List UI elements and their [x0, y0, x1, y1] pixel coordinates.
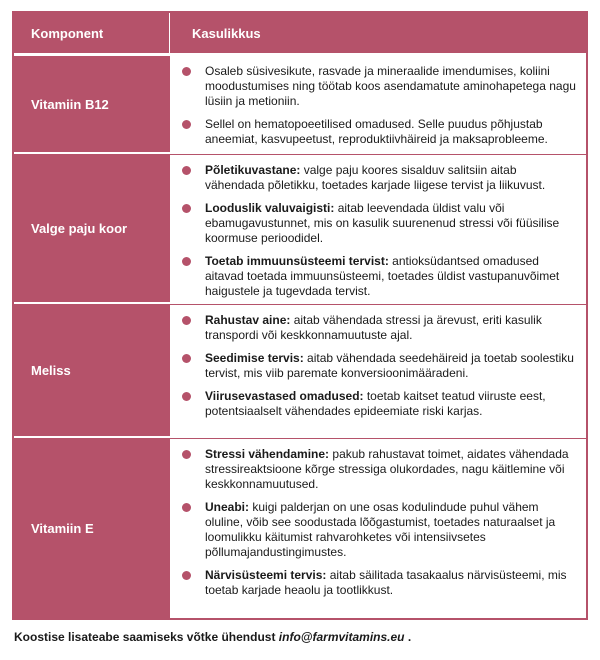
table-header [14, 13, 586, 54]
list-item [182, 500, 576, 560]
bullet-icon [182, 354, 191, 363]
list-item [182, 447, 576, 492]
bullet-icon [182, 450, 191, 459]
ingredients-table [12, 11, 588, 620]
item-text: pakub rahustavat toimet, aidates vähendada stressireaktsioone kõrge stressiga olukordades, nagu käitlemine või keskkonnamuutused. [205, 447, 569, 491]
bullet-icon [182, 204, 191, 213]
item-heading: Närvisüsteemi tervis: [205, 568, 327, 582]
list-item [182, 313, 576, 343]
contact-footer [14, 630, 411, 644]
item-heading: Seedimise tervis: [205, 351, 304, 365]
bullet-icon [182, 67, 191, 76]
item-text: kuigi palderjan on une osas kodulindude puhul vähem oluline, võib see soodustada lõõgastumist, toetades naturaalset ja loomulikku käitumist rahvarohketes või intensiivsetes põllumajandustingimustes. [205, 500, 556, 559]
footer-end: . [404, 630, 412, 644]
list-item [182, 254, 576, 299]
header-component: Komponent [14, 13, 170, 53]
bullet-icon [182, 166, 191, 175]
list-item [182, 117, 576, 147]
footer-text: Koostise lisateabe saamiseks võtke ühendust [14, 630, 279, 644]
item-text: antioksüdantsed omadused aitavad toetada immuunsüsteemi, toetades üldist vastupanuvõimet haigustele ja tugevdada tervist. [205, 254, 560, 298]
item-text: aitab vähendada seedehäireid ja toetab soolestiku tervist, mis viib paremate konversioonimääradeni. [205, 351, 574, 380]
list-item [182, 163, 576, 193]
benefit-cell [170, 304, 586, 436]
item-text: aitab leevendada üldist valu või ebamugavustunnet, mis on kasulik suurenenud stressi või füüsilise koormuse perioodidel. [205, 201, 560, 245]
table-row [14, 302, 586, 436]
component-name: Vitamiin E [14, 438, 170, 618]
bullet-icon [182, 503, 191, 512]
item-text: aitab vähendada stressi ja ärevust, eriti kasulik transpordi või keskkonnamuutuste ajal. [205, 313, 542, 342]
benefit-cell [170, 154, 586, 302]
table-row [14, 436, 586, 618]
item-heading: Viirusevastased omadused: [205, 389, 364, 403]
list-item [182, 568, 576, 598]
item-text: valge paju koores sisalduv salitsiin aitab vähendada põletikku, toetades karjade liigese tervist ja liikuvust. [205, 163, 546, 192]
item-heading: Toetab immuunsüsteemi tervist: [205, 254, 389, 268]
table-row [14, 54, 586, 152]
bullet-icon [182, 120, 191, 129]
benefit-cell [170, 438, 586, 618]
bullet-icon [182, 392, 191, 401]
item-text: Osaleb süsivesikute, rasvade ja mineraalide imendumises, koliini moodustumises ning töötab koos asendamatute aminohapetega nagu lüsiin ja metioniin. [205, 64, 576, 108]
list-item [182, 351, 576, 381]
item-heading: Rahustav aine: [205, 313, 291, 327]
bullet-icon [182, 571, 191, 580]
item-heading: Uneabi: [205, 500, 250, 514]
item-heading: Looduslik valuvaigisti: [205, 201, 335, 215]
table-row [14, 152, 586, 302]
list-item [182, 64, 576, 109]
item-text: toetab kaitset teatud viiruste eest, potentsiaalselt vähendades epideemiate riski karjas. [205, 389, 546, 418]
item-heading: Stressi vähendamine: [205, 447, 330, 461]
component-name: Vitamiin B12 [14, 56, 170, 152]
bullet-icon [182, 316, 191, 325]
item-text: Sellel on hematopoeetilised omadused. Selle puudus põhjustab aneemiat, kasvupeetust, reproduktiivhäireid ja maksaprobleeme. [205, 117, 548, 146]
component-name: Meliss [14, 304, 170, 436]
email-link[interactable]: info@farmvitamins.eu [278, 630, 405, 644]
bullet-icon [182, 257, 191, 266]
list-item [182, 389, 576, 419]
item-text: aitab säilitada tasakaalus närvisüsteemi, mis toetab karjade heaolu ja tootlikkust. [205, 568, 567, 597]
benefit-cell [170, 56, 586, 152]
component-name: Valge paju koor [14, 154, 170, 302]
header-benefit: Kasulikkus [192, 25, 261, 41]
item-heading: Põletikuvastane: [205, 163, 301, 177]
list-item [182, 201, 576, 246]
